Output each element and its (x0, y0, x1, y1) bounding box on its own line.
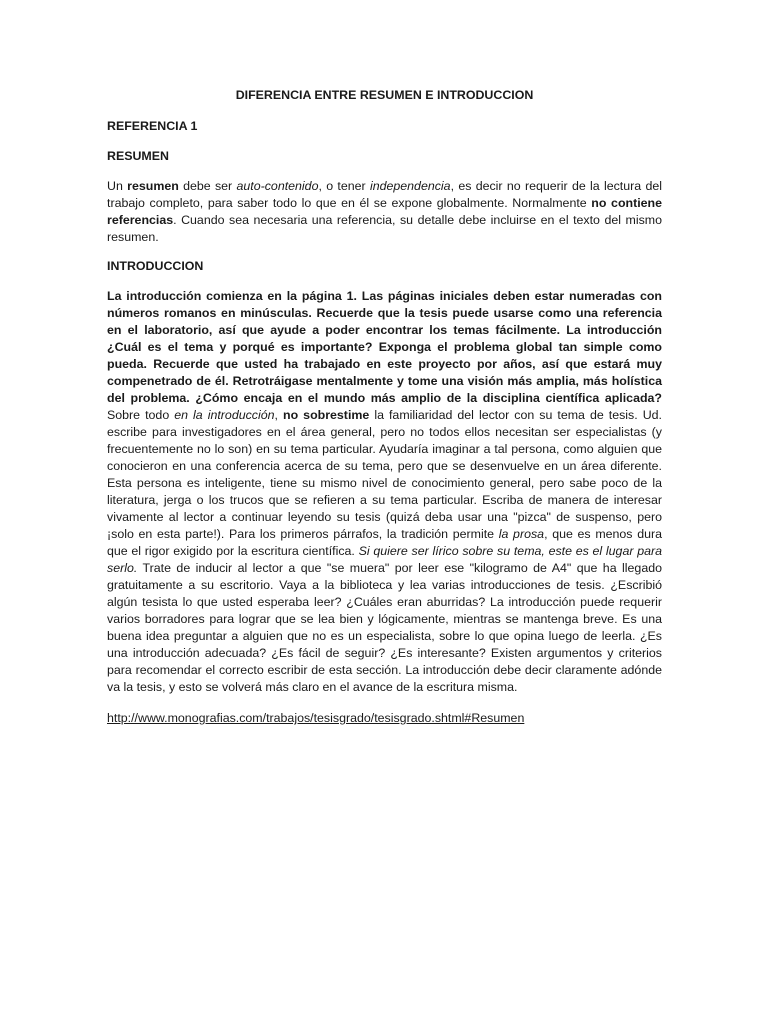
text-run: , (274, 408, 284, 422)
text-run: Un (107, 179, 128, 193)
text-run: resumen (127, 179, 179, 193)
text-run: , es decir no requerir de la lectura del trabajo completo, para saber todo lo que en él se expone globalmente. Normalmente (107, 179, 662, 210)
text-run: en la introducción (174, 408, 275, 422)
text-run: La introducción comienza en la página 1. Las páginas iniciales deben estar numeradas con números romanos en minúsculas. Recuerde que la tesis puede usarse como una referencia en el laboratorio, así que ayude a poder encontrar los temas fácilmente. La introducción ¿Cuál es el tema y porqué es importante? Exponga el problema global tan simple como pueda. Recuerde que usted ha trabajado en este proyecto por años, así que estará muy compenetrado de él. Retrotráigase mentalmente y tome una visión más amplia, más holística del problema. ¿Cómo encaja en el mundo más amplio de la disciplina científica aplicada? (107, 289, 662, 405)
resumen-heading: RESUMEN (107, 149, 169, 163)
source-link-line (107, 710, 662, 727)
introduccion-heading: INTRODUCCION (107, 259, 204, 273)
text-run: independencia (369, 179, 451, 193)
text-run: Sobre todo (107, 408, 175, 422)
page-title: DIFERENCIA ENTRE RESUMEN E INTRODUCCION (235, 88, 534, 102)
text-run: debe ser (178, 179, 237, 193)
text-run: la familiaridad del lector con su tema de tesis. Ud. escribe para investigadores en el área general, pero no todos ellos necesitan ser especialistas (y frecuentemente no lo son) en su tema particular. Ayudaría imaginar a tal persona, como alguien que conocieron en una conferencia acerca de su tema, pero que se desenvuelve en un área diferente. Esta persona es inteligente, tiene su mismo nivel de conocimiento general, pero sabe poco de la literatura, jerga o los trucos que se refieren a su tema particular. Escriba de manera de interesar vivamente al lector a continuar leyendo su tesis (quizá deba usar una "pizca" de suspenso, pero ¡solo en esta parte!). Para los primeros párrafos, la tradición permite (107, 408, 662, 541)
text-run: Si quiere ser lírico sobre su tema, este es el lugar para serlo. (107, 544, 662, 575)
introduccion-paragraph (107, 288, 662, 696)
text-run: Trate de inducir al lector a que "se muera" por leer ese "kilogramo de A4" que ha llegado gratuitamente a su escritorio. Vaya a la biblioteca y lea varias introducciones de tesis. ¿Escribió algún tesista lo que usted esperaba leer? ¿Cuáles eran aburridas? La introducción puede requerir varios borradores para lograr que se lea bien y lógicamente, mientras se mantenga breve. Es una buena idea preguntar a alguien que no es un especialista, sobre lo que opina luego de leerla. ¿Es una introducción adecuada? ¿Es fácil de seguir? ¿Es interesante? Existen argumentos y criterios para recomendar el correcto escribir de esta sección. La introducción debe decir claramente adónde va la tesis, y esto se volverá más claro en el avance de la escritura misma. (107, 561, 662, 694)
text-run: no sobrestime (283, 408, 370, 422)
text-run: , que es menos dura que el rigor exigido por la escritura científica. (107, 527, 662, 558)
resumen-paragraph (107, 178, 662, 246)
text-run: , o tener (318, 179, 370, 193)
source-link[interactable]: http://www.monografias.com/trabajos/tesisgrado/tesisgrado.shtml#Resumen (107, 711, 525, 725)
text-run: no contiene referencias (107, 196, 662, 227)
text-run: . Cuando sea necesaria una referencia, su detalle debe incluirse en el texto del mismo resumen. (107, 213, 662, 244)
reference-heading: REFERENCIA 1 (107, 119, 198, 133)
text-run: auto-contenido (236, 179, 319, 193)
text-run: la prosa (498, 527, 545, 541)
